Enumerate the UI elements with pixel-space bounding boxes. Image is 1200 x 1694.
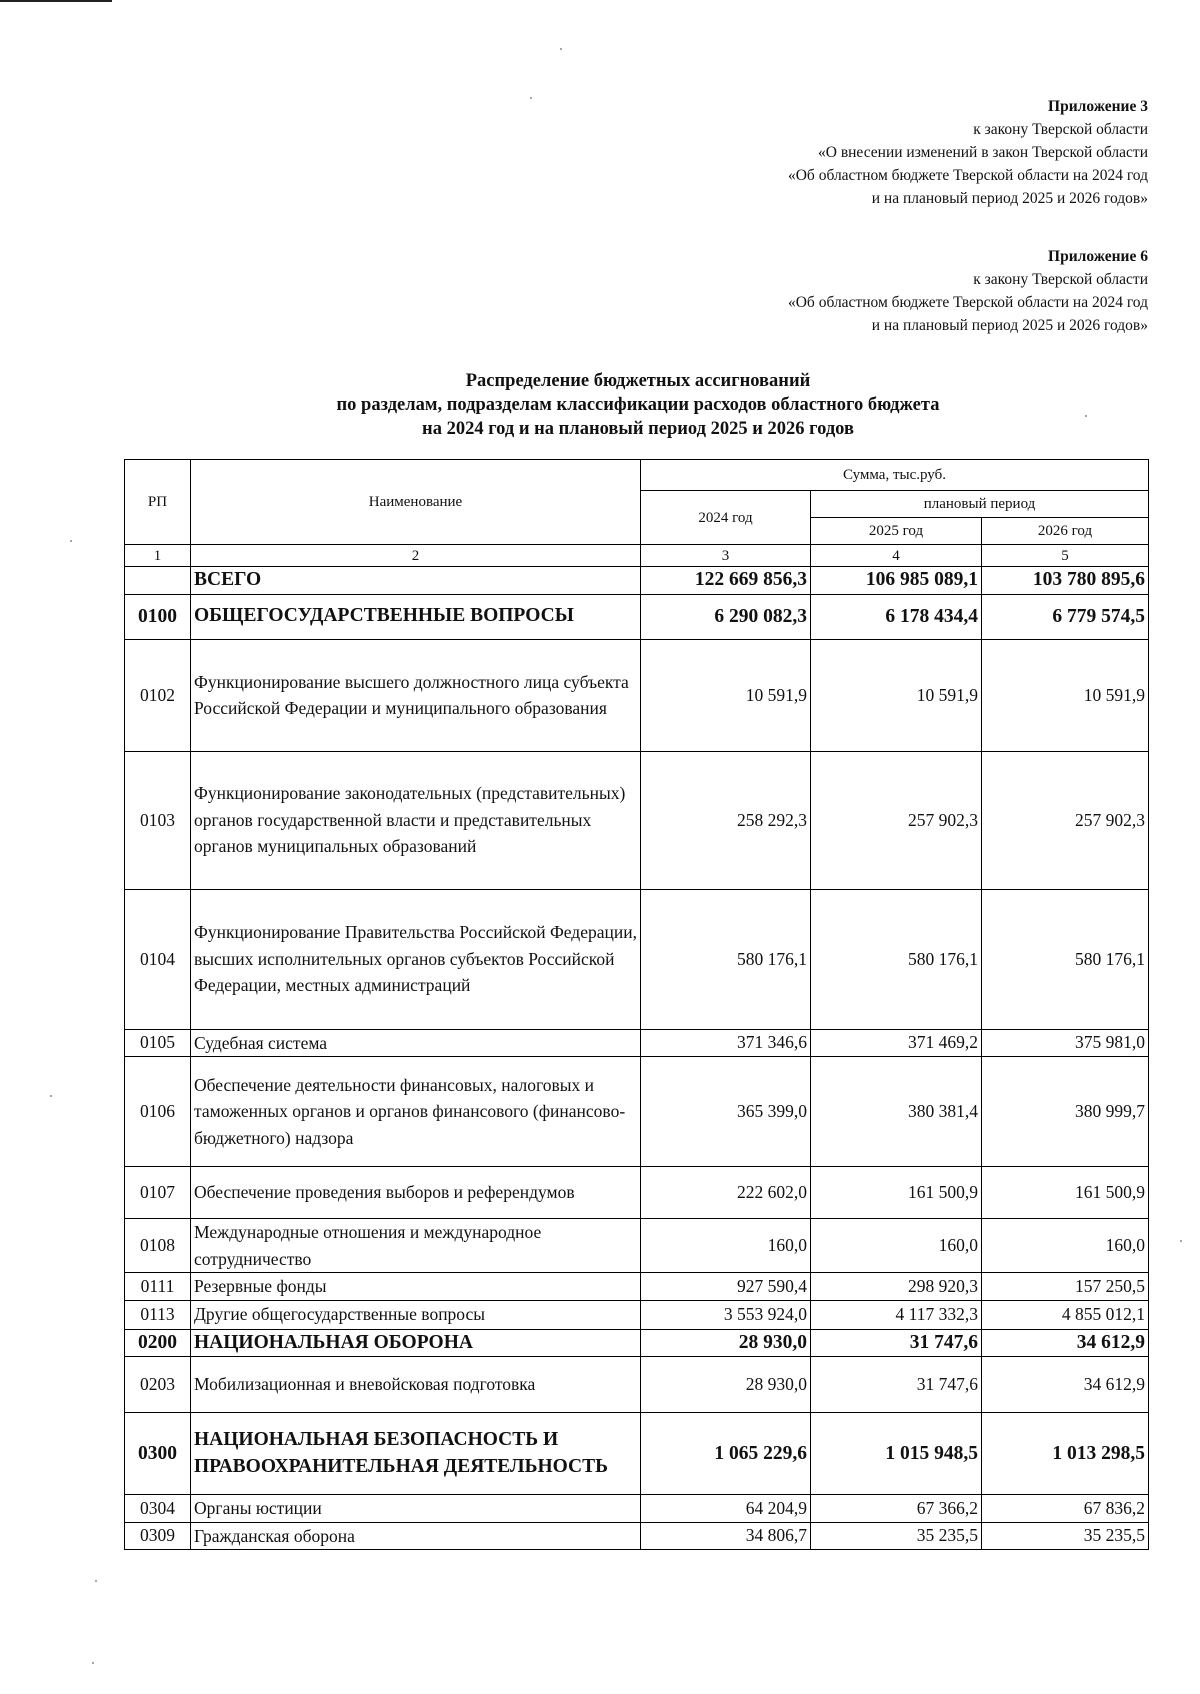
row-name: ОБЩЕГОСУДАРСТВЕННЫЕ ВОПРОСЫ	[191, 594, 641, 639]
document-title-line: Распределение бюджетных ассигнований	[465, 371, 811, 391]
row-code: 0103	[125, 751, 191, 889]
row-value-2026: 161 500,9	[982, 1167, 1149, 1219]
row-name: Другие общегосударственные вопросы	[191, 1300, 641, 1329]
row-name: НАЦИОНАЛЬНАЯ ОБОРОНА	[191, 1329, 641, 1357]
row-value-2024: 64 204,9	[641, 1495, 811, 1523]
total-2025: 106 985 089,1	[811, 567, 982, 595]
row-value-2024: 10 591,9	[641, 639, 811, 751]
section-row	[125, 1329, 1149, 1357]
row-code: 0108	[125, 1219, 191, 1273]
row-code: 0203	[125, 1357, 191, 1413]
row-code: 0309	[125, 1522, 191, 1550]
subsection-row	[125, 1495, 1149, 1523]
row-value-2025: 35 235,5	[811, 1522, 982, 1550]
total-2024: 122 669 856,3	[641, 567, 811, 595]
column-number: 1	[125, 545, 191, 567]
row-value-2025: 298 920,3	[811, 1273, 982, 1301]
row-value-2024: 3 553 924,0	[641, 1300, 811, 1329]
scan-speck	[50, 1095, 52, 1097]
column-number: 3	[641, 545, 811, 567]
header-year-2024: 2024 год	[641, 491, 811, 545]
row-value-2026: 160,0	[982, 1219, 1149, 1273]
row-value-2026: 375 981,0	[982, 1029, 1149, 1057]
subsection-row	[125, 1273, 1149, 1301]
row-value-2024: 28 930,0	[641, 1329, 811, 1357]
appendix-3-title: Приложение 3	[1048, 98, 1148, 115]
row-value-2024: 365 399,0	[641, 1057, 811, 1167]
header-year-2025: 2025 год	[811, 518, 982, 545]
appendix-6-line: «Об областном бюджете Тверской области на 2024 год	[787, 294, 1148, 311]
row-name: Мобилизационная и вневойсковая подготовка	[191, 1357, 641, 1413]
row-value-2026: 580 176,1	[982, 889, 1149, 1029]
total-label: ВСЕГО	[191, 567, 641, 595]
document-title-line: по разделам, подразделам классификации расходов областного бюджета	[336, 395, 940, 415]
row-name: Обеспечение проведения выборов и референдумов	[191, 1167, 641, 1219]
row-code: 0106	[125, 1057, 191, 1167]
subsection-row	[125, 751, 1149, 889]
scan-speck	[1180, 1240, 1182, 1242]
appendix-3-line: «Об областном бюджете Тверской области на 2024 год	[787, 167, 1148, 184]
appendix-6-line: к закону Тверской области	[973, 271, 1148, 288]
row-name: Резервные фонды	[191, 1273, 641, 1301]
scan-speck	[92, 1662, 94, 1664]
row-code: 0105	[125, 1029, 191, 1057]
row-code: 0111	[125, 1273, 191, 1301]
subsection-row	[125, 639, 1149, 751]
section-row	[125, 1413, 1149, 1495]
total-code-cell	[125, 567, 191, 595]
row-value-2025: 67 366,2	[811, 1495, 982, 1523]
section-row	[125, 594, 1149, 639]
header-sum: Сумма, тыс.руб.	[641, 460, 1149, 491]
total-row	[125, 567, 1149, 595]
appendix-6-header	[788, 245, 1148, 337]
row-value-2024: 222 602,0	[641, 1167, 811, 1219]
row-value-2025: 580 176,1	[811, 889, 982, 1029]
row-value-2026: 34 612,9	[982, 1329, 1149, 1357]
scan-speck	[530, 97, 532, 99]
row-name: Функционирование Правительства Российской Федерации, высших исполнительных органов субъектов Российской Федерации, местных администраций	[191, 889, 641, 1029]
row-value-2024: 34 806,7	[641, 1522, 811, 1550]
row-name: Обеспечение деятельности финансовых, налоговых и таможенных органов и органов финансового (финансово-бюджетного) надзора	[191, 1057, 641, 1167]
document-title	[0, 369, 1200, 441]
subsection-row	[125, 1300, 1149, 1329]
row-name: Судебная система	[191, 1029, 641, 1057]
row-value-2024: 927 590,4	[641, 1273, 811, 1301]
row-code: 0304	[125, 1495, 191, 1523]
row-value-2024: 6 290 082,3	[641, 594, 811, 639]
budget-table-body	[125, 460, 1149, 1550]
row-value-2025: 161 500,9	[811, 1167, 982, 1219]
scan-speck	[1085, 415, 1087, 417]
row-value-2024: 1 065 229,6	[641, 1413, 811, 1495]
appendix-6-line: и на плановый период 2025 и 2026 годов»	[871, 317, 1148, 334]
row-name: Функционирование высшего должностного лица субъекта Российской Федерации и муниципального образования	[191, 639, 641, 751]
scan-speck	[70, 540, 72, 542]
subsection-row	[125, 1522, 1149, 1550]
row-code: 0102	[125, 639, 191, 751]
row-value-2025: 4 117 332,3	[811, 1300, 982, 1329]
subsection-row	[125, 1029, 1149, 1057]
column-number-row	[125, 545, 1149, 567]
row-value-2026: 34 612,9	[982, 1357, 1149, 1413]
row-code: 0113	[125, 1300, 191, 1329]
header-row	[125, 460, 1149, 491]
subsection-row	[125, 1057, 1149, 1167]
row-name: Органы юстиции	[191, 1495, 641, 1523]
row-value-2026: 380 999,7	[982, 1057, 1149, 1167]
appendix-6-title: Приложение 6	[1048, 248, 1148, 265]
row-value-2026: 4 855 012,1	[982, 1300, 1149, 1329]
row-value-2026: 1 013 298,5	[982, 1413, 1149, 1495]
row-value-2026: 10 591,9	[982, 639, 1149, 751]
subsection-row	[125, 1167, 1149, 1219]
row-name: Функционирование законодательных (представительных) органов государственной власти и представительных органов муниципальных образований	[191, 751, 641, 889]
column-number: 5	[982, 545, 1149, 567]
total-2026: 103 780 895,6	[982, 567, 1149, 595]
row-value-2024: 371 346,6	[641, 1029, 811, 1057]
scan-speck	[560, 48, 562, 50]
row-value-2026: 257 902,3	[982, 751, 1149, 889]
row-value-2025: 10 591,9	[811, 639, 982, 751]
row-value-2025: 31 747,6	[811, 1329, 982, 1357]
row-value-2025: 380 381,4	[811, 1057, 982, 1167]
row-code: 0107	[125, 1167, 191, 1219]
row-value-2025: 1 015 948,5	[811, 1413, 982, 1495]
row-value-2025: 257 902,3	[811, 751, 982, 889]
subsection-row	[125, 1219, 1149, 1273]
row-code: 0300	[125, 1413, 191, 1495]
column-number: 2	[191, 545, 641, 567]
row-name: Международные отношения и международное сотрудничество	[191, 1219, 641, 1273]
appendix-3-line: «О внесении изменений в закон Тверской области	[818, 144, 1148, 161]
row-value-2024: 28 930,0	[641, 1357, 811, 1413]
subsection-row	[125, 889, 1149, 1029]
subsection-row	[125, 1357, 1149, 1413]
row-value-2024: 258 292,3	[641, 751, 811, 889]
appendix-3-header	[788, 95, 1148, 210]
document-title-line: на 2024 год и на плановый период 2025 и 2026 годов	[422, 419, 854, 439]
row-code: 0100	[125, 594, 191, 639]
row-value-2024: 580 176,1	[641, 889, 811, 1029]
header-name: Наименование	[191, 460, 641, 545]
row-name: НАЦИОНАЛЬНАЯ БЕЗОПАСНОСТЬ И ПРАВООХРАНИТЕЛЬНАЯ ДЕЯТЕЛЬНОСТЬ	[191, 1413, 641, 1495]
row-value-2026: 6 779 574,5	[982, 594, 1149, 639]
row-value-2025: 31 747,6	[811, 1357, 982, 1413]
row-value-2024: 160,0	[641, 1219, 811, 1273]
row-value-2026: 67 836,2	[982, 1495, 1149, 1523]
row-name: Гражданская оборона	[191, 1522, 641, 1550]
page-edge-line	[0, 0, 112, 2]
appendix-3-line: и на плановый период 2025 и 2026 годов»	[871, 190, 1148, 207]
budget-table	[124, 459, 1149, 1550]
row-value-2026: 157 250,5	[982, 1273, 1149, 1301]
row-code: 0200	[125, 1329, 191, 1357]
row-value-2025: 160,0	[811, 1219, 982, 1273]
header-rp: РП	[125, 460, 191, 545]
column-number: 4	[811, 545, 982, 567]
row-value-2025: 6 178 434,4	[811, 594, 982, 639]
header-year-2026: 2026 год	[982, 518, 1149, 545]
row-code: 0104	[125, 889, 191, 1029]
header-planned-period: плановый период	[811, 491, 1149, 518]
appendix-3-line: к закону Тверской области	[973, 121, 1148, 138]
scan-speck	[95, 1580, 97, 1582]
row-value-2026: 35 235,5	[982, 1522, 1149, 1550]
row-value-2025: 371 469,2	[811, 1029, 982, 1057]
